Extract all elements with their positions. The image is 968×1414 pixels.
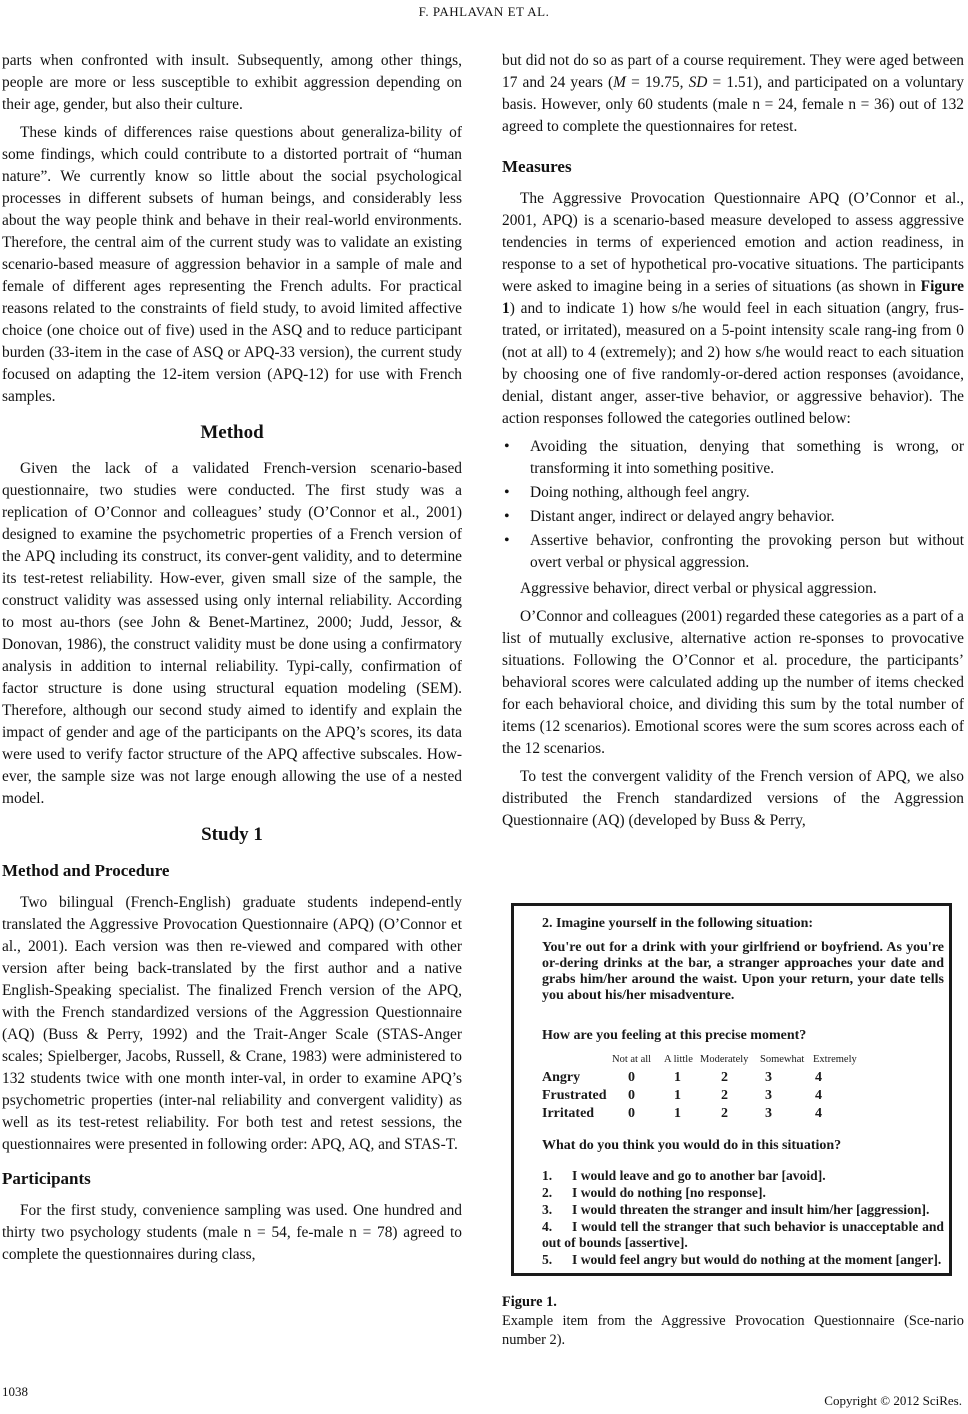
option-number: 1. <box>542 1168 553 1183</box>
page-number: 1038 <box>2 1384 28 1399</box>
section-heading-method: Method <box>200 422 264 443</box>
scale-value: 3 <box>765 1070 772 1085</box>
paragraph: Given the lack of a validated French-version scenario-based questionnaire, two studies were conducted. The first study was a replication of O’Connor and colleagues’ study (O’Connor et al., 2001) designed to examine the psychometric properties of a French version of the APQ including its construct, its conver-gent validity, and to determine its test-retest reliability. How-ever, given small size of the sample, the construct validity was assessed using only internal reliability. According to most au-thors (see John & Benet-Martinez, 2000; Judd, Jessor, & Donovan, 1986), the construct validity must be done using a confirmatory analysis in addition to internal reliability. Typi-cally, confirmation of factor structure is done using structural equation modeling (SEM). Therefore, although our second study aimed to identify and explain the impact of gender and age of the participants on the APQ’s scores, its data were used to verify factor structure of the APQ affective subscales. How-ever, the sample size was not large enough allowing the use of a nested model. <box>2 460 462 807</box>
emotion-row <box>542 1088 922 1104</box>
text-run: = 19.75, <box>625 74 689 91</box>
paragraph: O’Connor and colleagues (2001) regarded these categories as a part of a list of mutually exclusive, alternative action re-sponses to provocative situations. Following the O’Connor et al. procedure, the participants’ behavioral scores were calculated adding up the number of items checked for each behavioral choice, and dividing this sum by the total number of items (12 scenarios). Emotional scores were the sum scores across each of the 12 scenarios. <box>502 608 965 757</box>
list-item: • Distant anger, indirect or delayed angry behavior. <box>502 506 964 528</box>
figure-1 <box>511 903 952 1276</box>
text-run: = 1.51), and participated on a voluntary basis. However, only 60 students (male n = 24, female n = 36) out of 132 agreed to complete the questionnaires for retest. <box>502 74 964 135</box>
option-number: 4. <box>542 1219 553 1234</box>
emotion-row <box>542 1070 922 1086</box>
right-column <box>502 50 964 838</box>
subsection-heading-participants: Participants <box>2 1169 91 1188</box>
paragraph: parts when confronted with insult. Subsequently, among other things, people are more or less susceptible to exhibit aggression depending on their age, gender, but also their culture. <box>2 52 462 113</box>
option-number: 3. <box>542 1202 553 1217</box>
scale-value: 3 <box>765 1106 772 1121</box>
paragraph: Two bilingual (French-English) graduate students independ-ently translated the Aggressive Provocation Questionnaire (APQ) (O’Connor et al., 2001). Each version was then re-viewed and compared with other version after being back-translated by the first author and a native English-Speaking specialist. The finalized French version of the APQ, with the French standardized versions of the Aggression Questionnaire (AQ) (Buss & Perry, 1992) and the Trait-Anger Scale (STAS-Anger scales; Spielberger, Jacobs, Russell, & Crane, 1983) were administered to 132 students twice with one month inter-val, in order to examine APQ’s psychometric properties (inter-nal reliability and convergent validity) as well as its test-retest reliability. For both test and retest sessions, the questionnaires were presented in following order: APQ, AQ, and STAS-T. <box>2 894 462 1153</box>
section-heading-study1: Study 1 <box>201 824 263 845</box>
paragraph <box>502 188 964 430</box>
figure-options <box>542 1168 944 1269</box>
option-text: I would do nothing [no response]. <box>572 1185 766 1200</box>
paragraph: These kinds of differences raise questions about generaliza-bility of some findings, which could contribute to a distorted portrait of “human nature”. We currently know so little about the social psychological processes in different subsets of human beings, and considerably less about the way people think and behave in their real-world environments. Therefore, the central aim of the current study was to validate an existing scenario-based measure of aggression behavior in a sample of male and female of different ages representing the French adults. For practical reasons related to the constraints of field study, to avoid limited affective choice (one choice out of five) used in the ASQ and to reduce participant burden (33-item in the case of ASQ or APQ-33 version), the current study focused on adapting the 12-item version (APQ-12) for use with French samples. <box>2 124 462 405</box>
left-column <box>2 50 462 1272</box>
scale-value: 0 <box>628 1070 635 1085</box>
list-item: • Assertive behavior, confronting the provoking person but without overt verbal or physical aggression. <box>502 530 964 574</box>
paragraph <box>502 50 964 138</box>
text-run: ) and to indicate 1) how s/he would feel in each situation (angry, frus-trated, or irritated), measured on a 5-point intensity scale rang-ing from 0 (not at all) to 4 (extremely); and 2) how s/he would react to each situation by choosing one of five randomly-or-dered action responses (avoidance, denial, distant anger, asser-tive behavior, or aggressive behavior). The action responses followed the categories outlined below: <box>502 300 964 427</box>
scale-value: 1 <box>674 1106 681 1121</box>
text-run: but did not do so as part of a course requirement. They were aged between 17 and 24 years ( <box>502 52 964 91</box>
paragraph: For the first study, convenience sampling was used. One hundred and thirty two psychology students (male n = 54, fe-male n = 78) agreed to complete the questionnaires during class, <box>2 1202 462 1263</box>
option-number: 5. <box>542 1252 553 1267</box>
italic-sd: SD <box>688 74 708 91</box>
scale-label: Moderately <box>700 1054 749 1065</box>
scale-value: 2 <box>721 1106 728 1121</box>
figure-reference: Figure 1 <box>502 278 964 317</box>
copyright: Copyright © 2012 SciRes. <box>824 1393 962 1408</box>
subsection-heading-measures: Measures <box>502 157 572 176</box>
option-text: I would leave and go to another bar [avoid]. <box>572 1168 826 1183</box>
list-item: • Avoiding the situation, denying that something is wrong, or transforming it into something positive. <box>502 436 964 480</box>
option-text: I would threaten the stranger and insult him/her [aggression]. <box>572 1202 930 1217</box>
bullet-list <box>502 436 964 574</box>
caption-text: Example item from the Aggressive Provocation Questionnaire (Sce-nario number 2). <box>502 1313 964 1348</box>
scale-value: 4 <box>815 1088 822 1103</box>
option-item <box>542 1185 944 1201</box>
scale-value: 4 <box>815 1106 822 1121</box>
list-item: • Doing nothing, although feel angry. <box>502 482 964 504</box>
scale-value: 1 <box>674 1088 681 1103</box>
scale-value: 2 <box>721 1070 728 1085</box>
option-item <box>542 1219 944 1251</box>
scale-value: 2 <box>721 1088 728 1103</box>
caption-label: Figure 1. <box>502 1294 557 1310</box>
scale-value: 0 <box>628 1088 635 1103</box>
paragraph: To test the convergent validity of the French version of APQ, we also distributed the French standardized versions of the Aggression Questionnaire (AQ) (developed by Buss & Perry, <box>502 768 964 829</box>
figure-question-1: 2. Imagine yourself in the following situation: <box>542 916 814 931</box>
italic-m: M <box>613 74 626 91</box>
option-item <box>542 1168 944 1184</box>
emotion-label: Irritated <box>542 1106 595 1121</box>
scale-label: A little <box>664 1054 693 1065</box>
figure-caption <box>502 1293 964 1350</box>
option-text: I would tell the stranger that such behavior is unacceptable and out of bounds [assertive]. <box>542 1219 944 1250</box>
running-head: F. PAHLAVAN ET AL. <box>418 4 550 19</box>
scale-value: 4 <box>815 1070 822 1085</box>
option-item <box>542 1202 944 1218</box>
scale-label: Not at all <box>612 1054 652 1065</box>
option-number: 2. <box>542 1185 553 1200</box>
scale-label: Extremely <box>813 1054 857 1065</box>
subsection-heading-method-procedure: Method and Procedure <box>2 861 170 880</box>
emotion-row <box>542 1106 922 1122</box>
scale-value: 3 <box>765 1088 772 1103</box>
scale-value: 0 <box>628 1106 635 1121</box>
scale-label: Somewhat <box>760 1054 805 1065</box>
paragraph: Aggressive behavior, direct verbal or physical aggression. <box>520 580 877 597</box>
figure-question-3: What do you think you would do in this situation? <box>542 1138 842 1153</box>
figure-scenario: You're out for a drink with your girlfriend or boyfriend. As you're or-dering drinks at the bar, a stranger approaches your date and grabs him/her around the waist. Upon your return, your date tells you about his/her misadventure. <box>542 940 944 1003</box>
text-run: The Aggressive Provocation Questionnaire APQ (O’Connor et al., 2001, APQ) is a scenario-based measure developed to assess aggressive tendencies in terms of experienced emotion and action readiness, in response to a set of hypothetical pro-vocative situations. The participants were asked to imagine being in a series of situations (as shown in <box>502 190 964 295</box>
scale-value: 1 <box>674 1070 681 1085</box>
emotion-label: Angry <box>542 1070 581 1085</box>
figure-question-2: How are you feeling at this precise moment? <box>542 1028 807 1043</box>
option-text: I would feel angry but would do nothing at the moment [anger]. <box>572 1252 942 1267</box>
emotion-label: Frustrated <box>542 1088 607 1103</box>
option-item <box>542 1252 944 1268</box>
